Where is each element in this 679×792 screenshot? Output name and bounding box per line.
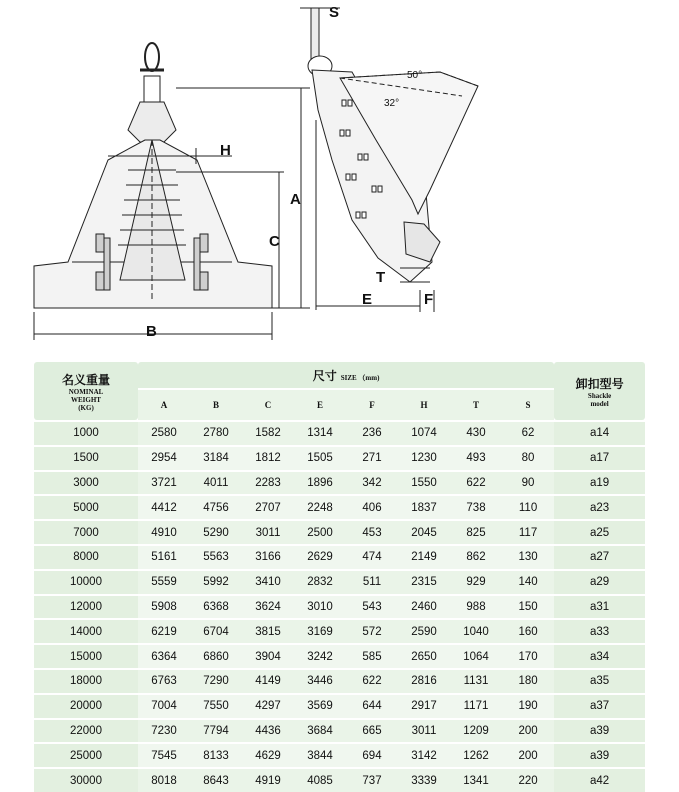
dimension-cell: 4629 [242,742,294,767]
dimension-cell: 3242 [294,643,346,668]
dimension-cell: 5908 [138,594,190,619]
dimension-cell: 2315 [398,569,450,594]
dimension-cell: 8018 [138,767,190,792]
dimension-cell: 62 [502,420,554,445]
dimension-cell: 200 [502,718,554,743]
column-header-s: S [502,388,554,420]
dimension-cell: 80 [502,445,554,470]
dimension-cell: 453 [346,519,398,544]
dimension-cell: 4011 [190,470,242,495]
table-row [34,668,645,693]
dimension-cell: 2780 [190,420,242,445]
dimension-cell: 140 [502,569,554,594]
dimension-cell: 2629 [294,544,346,569]
column-header-h: H [398,388,450,420]
weight-cell: 7000 [34,519,138,544]
dimension-cell: 3721 [138,470,190,495]
dimension-cell: 2832 [294,569,346,594]
dimension-cell: 1341 [450,767,502,792]
table-row [34,420,645,445]
dimension-cell: 6763 [138,668,190,693]
weight-cell: 22000 [34,718,138,743]
weight-cell: 14000 [34,618,138,643]
dimension-cell: 150 [502,594,554,619]
dimension-cell: 1550 [398,470,450,495]
dimension-cell: 585 [346,643,398,668]
dimension-cell: 7545 [138,742,190,767]
shackle-cell: a35 [554,668,645,693]
dimension-cell: 3684 [294,718,346,743]
table-row [34,742,645,767]
dim-label-a: A [290,191,301,208]
dimension-cell: 572 [346,618,398,643]
dimension-cell: 1262 [450,742,502,767]
dimension-cell: 430 [450,420,502,445]
shackle-cell: a33 [554,618,645,643]
shackle-cell: a25 [554,519,645,544]
dimension-cell: 2917 [398,693,450,718]
dimension-cell: 3624 [242,594,294,619]
dimension-cell: 1040 [450,618,502,643]
dimension-cell: 4412 [138,494,190,519]
table-row [34,494,645,519]
dimension-cell: 3410 [242,569,294,594]
dimension-cell: 1505 [294,445,346,470]
table-row [34,470,645,495]
dimension-cell: 7550 [190,693,242,718]
weight-cell: 20000 [34,693,138,718]
weight-cell: 30000 [34,767,138,792]
dimension-cell: 90 [502,470,554,495]
table-row [34,767,645,792]
dimension-cell: 342 [346,470,398,495]
dimension-cell: 2590 [398,618,450,643]
dimension-cell: 511 [346,569,398,594]
dimension-cell: 4149 [242,668,294,693]
dimension-cell: 988 [450,594,502,619]
weight-cell: 1000 [34,420,138,445]
dimension-cell: 1837 [398,494,450,519]
dimension-cell: 2500 [294,519,346,544]
shackle-cell: a19 [554,470,645,495]
dimension-cell: 1896 [294,470,346,495]
dimension-cell: 4919 [242,767,294,792]
dim-label-f: F [424,291,434,308]
table-row [34,569,645,594]
dimension-cell: 200 [502,742,554,767]
dim-label-h: H [220,142,231,159]
dim-label-s: S [329,4,340,21]
dimension-cell: 1131 [450,668,502,693]
dimension-cell: 3446 [294,668,346,693]
dimension-cell: 4436 [242,718,294,743]
dimension-cell: 665 [346,718,398,743]
weight-cell: 12000 [34,594,138,619]
dimension-cell: 5290 [190,519,242,544]
dimension-cell: 5992 [190,569,242,594]
dimension-cell: 7004 [138,693,190,718]
dimension-cell: 2248 [294,494,346,519]
dimension-cell: 2045 [398,519,450,544]
dimension-cell: 694 [346,742,398,767]
dim-label-t: T [376,269,386,286]
dimension-cell: 3169 [294,618,346,643]
dimension-cell: 622 [346,668,398,693]
dim-label-b: B [146,323,157,340]
shackle-model-header: 卸扣型号 Shackle model [554,362,645,420]
dimension-cell: 117 [502,519,554,544]
dimension-cell: 543 [346,594,398,619]
dimension-cell: 3815 [242,618,294,643]
nominal-weight-header: 名义重量 NOMINAL WEIGHT (KG) [34,362,138,420]
shackle-cell: a27 [554,544,645,569]
dimension-cell: 3569 [294,693,346,718]
dimension-cell: 7230 [138,718,190,743]
weight-cell: 15000 [34,643,138,668]
weight-cell: 3000 [34,470,138,495]
dimension-cell: 3011 [242,519,294,544]
angle-label-32: 32° [384,98,400,109]
front-head [128,102,176,142]
anchor-spec-table [34,362,645,792]
dimension-cell: 644 [346,693,398,718]
dimension-cell: 4297 [242,693,294,718]
shackle-cell: a17 [554,445,645,470]
column-header-a: A [138,388,190,420]
dimension-cell: 3904 [242,643,294,668]
dimension-cell: 862 [450,544,502,569]
table-row [34,718,645,743]
angle-label-50: 50° [407,70,423,81]
dimension-cell: 8133 [190,742,242,767]
column-header-c: C [242,388,294,420]
dimension-cell: 2816 [398,668,450,693]
dimension-cell: 929 [450,569,502,594]
dimension-cell: 3339 [398,767,450,792]
dimension-cell: 170 [502,643,554,668]
dimension-cell: 1314 [294,420,346,445]
dimension-cell: 180 [502,668,554,693]
dimension-cell: 5563 [190,544,242,569]
dimension-cell: 737 [346,767,398,792]
dimension-cell: 2954 [138,445,190,470]
front-shackle [140,43,164,106]
dimension-cell: 6364 [138,643,190,668]
dimension-cell: 190 [502,693,554,718]
dimension-cell: 271 [346,445,398,470]
table-row [34,693,645,718]
dimension-cell: 825 [450,519,502,544]
dimension-cell: 6219 [138,618,190,643]
dim-label-c: C [269,233,280,250]
column-header-b: B [190,388,242,420]
weight-cell: 25000 [34,742,138,767]
table-row [34,594,645,619]
dimension-cell: 3142 [398,742,450,767]
shackle-cell: a42 [554,767,645,792]
shackle-cell: a14 [554,420,645,445]
dimension-cell: 7290 [190,668,242,693]
weight-cell: 5000 [34,494,138,519]
anchor-technical-drawing [0,0,679,352]
dimension-cell: 1171 [450,693,502,718]
dimension-cell: 2650 [398,643,450,668]
weight-cell: 18000 [34,668,138,693]
shackle-cell: a39 [554,742,645,767]
dimension-cell: 6368 [190,594,242,619]
dimension-cell: 220 [502,767,554,792]
dimension-cell: 2707 [242,494,294,519]
dimension-cell: 1812 [242,445,294,470]
dimension-cell: 3166 [242,544,294,569]
dimension-cell: 474 [346,544,398,569]
dimension-cell: 3010 [294,594,346,619]
dimension-cell: 1230 [398,445,450,470]
shackle-cell: a34 [554,643,645,668]
weight-cell: 1500 [34,445,138,470]
weight-cell: 8000 [34,544,138,569]
dimension-cell: 3184 [190,445,242,470]
dimension-cell: 4756 [190,494,242,519]
shackle-cell: a29 [554,569,645,594]
dimension-cell: 7794 [190,718,242,743]
dimension-cell: 1209 [450,718,502,743]
dimension-cell: 738 [450,494,502,519]
dimension-cell: 4085 [294,767,346,792]
dimension-cell: 3844 [294,742,346,767]
table-row [34,519,645,544]
dimension-cell: 4910 [138,519,190,544]
dimension-cell: 3011 [398,718,450,743]
table-row [34,618,645,643]
dimension-cell: 406 [346,494,398,519]
dimension-cell: 130 [502,544,554,569]
dimension-cell: 622 [450,470,502,495]
dimension-cell: 236 [346,420,398,445]
dimension-cell: 6704 [190,618,242,643]
dimension-cell: 160 [502,618,554,643]
dimension-cell: 8643 [190,767,242,792]
dimension-cell: 1064 [450,643,502,668]
shackle-cell: a37 [554,693,645,718]
column-header-f: F [346,388,398,420]
column-header-t: T [450,388,502,420]
size-header: 尺寸 SIZE （mm) [138,362,554,388]
table-row [34,544,645,569]
column-header-e: E [294,388,346,420]
dimension-cell: 6860 [190,643,242,668]
table-row [34,643,645,668]
dimension-cell: 1074 [398,420,450,445]
dimension-cell: 2149 [398,544,450,569]
dimension-cell: 5161 [138,544,190,569]
dimension-cell: 110 [502,494,554,519]
dimension-cell: 1582 [242,420,294,445]
dimension-cell: 2283 [242,470,294,495]
dim-label-e: E [362,291,373,308]
shackle-cell: a23 [554,494,645,519]
shackle-cell: a31 [554,594,645,619]
table-row [34,445,645,470]
dimension-cell: 493 [450,445,502,470]
dimension-cell: 2580 [138,420,190,445]
shackle-cell: a39 [554,718,645,743]
dimension-cell: 5559 [138,569,190,594]
dimension-cell: 2460 [398,594,450,619]
weight-cell: 10000 [34,569,138,594]
